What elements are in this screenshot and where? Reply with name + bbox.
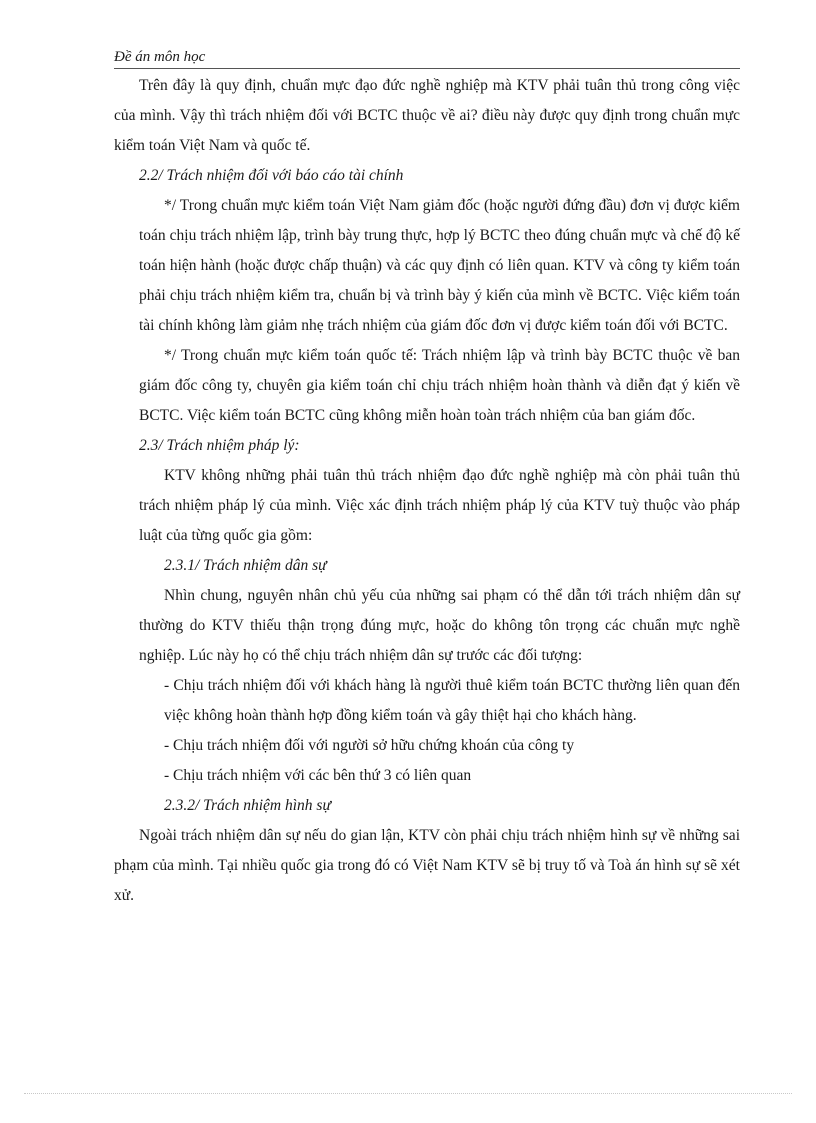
paragraph-vietnam-standard: */ Trong chuẩn mực kiểm toán Việt Nam giảm đốc (hoặc người đứng đầu) đơn vị được kiểm toán chịu trách nhiệm lập, trình bày trung thực, hợp lý BCTC theo đúng chuẩn mực và chế độ kế toán hiện hành (hoặc được chấp thuận) và các quy định có liên quan. KTV và công ty kiểm toán phải chịu trách nhiệm kiểm tra, chuẩn bị và trình bày ý kiến của mình về BCTC. Việc kiểm toán tài chính không làm giảm nhẹ trách nhiệm của giám đốc đơn vị được kiểm toán đối với BCTC. [139,197,740,334]
header-title: Đề án môn học [114,49,206,65]
list-item-third-parties: - Chịu trách nhiệm với các bên thứ 3 có liên quan [164,767,472,784]
paragraph-civil-responsibility: Nhìn chung, nguyên nhân chủ yếu của những sai phạm có thể dẫn tới trách nhiệm dân sự thường do KTV thiếu thận trọng đúng mực, hoặc do không tôn trọng các chuẩn mực nghề nghiệp. Lúc này họ có thể chịu trách nhiệm dân sự trước các đối tượng: [139,587,740,664]
page-header [114,46,740,69]
document-body [114,71,740,911]
section-heading-2-3-2: 2.3.2/ Trách nhiệm hình sự [164,797,331,814]
section-heading-2-3-1: 2.3.1/ Trách nhiệm dân sự [164,557,327,574]
section-heading-2-3: 2.3/ Trách nhiệm pháp lý: [139,437,300,454]
paragraph-international-standard: */ Trong chuẩn mực kiểm toán quốc tế: Trách nhiệm lập và trình bày BCTC thuộc về ban giám đốc công ty, chuyên gia kiểm toán chỉ chịu trách nhiệm hoàn thành và diễn đạt ý kiến về BCTC. Việc kiểm toán BCTC cũng không miễn hoàn toàn trách nhiệm của ban giám đốc. [139,347,740,424]
list-item-clients: - Chịu trách nhiệm đối với khách hàng là người thuê kiểm toán BCTC thường liên quan đến việc không hoàn thành hợp đồng kiểm toán và gây thiệt hại cho khách hàng. [164,677,740,724]
paragraph-intro: Trên đây là quy định, chuẩn mực đạo đức nghề nghiệp mà KTV phải tuân thủ trong công việc của mình. Vậy thì trách nhiệm đối với BCTC thuộc về ai? điều này được quy định trong chuẩn mực kiểm toán Việt Nam và quốc tế. [114,77,740,154]
paragraph-legal-responsibility: KTV không những phải tuân thủ trách nhiệm đạo đức nghề nghiệp mà còn phải tuân thủ trách nhiệm pháp lý của mình. Việc xác định trách nhiệm pháp lý của KTV tuỳ thuộc vào pháp luật của từng quốc gia gồm: [139,467,740,544]
paragraph-criminal-responsibility: Ngoài trách nhiệm dân sự nếu do gian lận, KTV còn phải chịu trách nhiệm hình sự về những sai phạm của mình. Tại nhiều quốc gia trong đó có Việt Nam KTV sẽ bị truy tố và Toà án hình sự sẽ xét xử. [114,827,740,904]
list-item-shareholders: - Chịu trách nhiệm đối với người sở hữu chứng khoán của công ty [164,737,575,754]
section-heading-2-2: 2.2/ Trách nhiệm đối với báo cáo tài chính [139,167,404,184]
footer-divider [24,1093,792,1094]
